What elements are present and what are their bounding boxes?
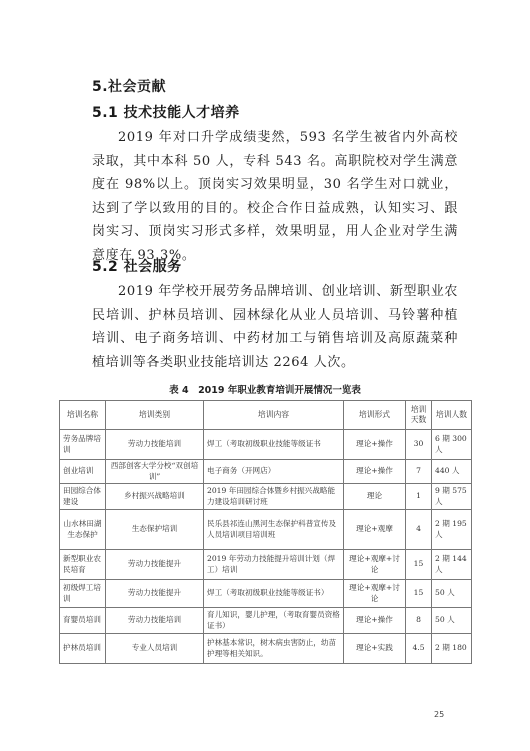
table-cell: 6 期 300 人 [432, 430, 472, 460]
table-cell: 2 期 144 人 [432, 550, 472, 580]
page-number: 25 [434, 710, 445, 719]
header-cell: 培训形式 [344, 401, 406, 430]
table-cell: 理论+观摩+讨论 [344, 550, 406, 580]
subsection-heading-2: 5.2 社会服务 [92, 259, 182, 275]
table-cell: 生态保护培训 [106, 510, 204, 550]
table-cell: 民乐县祁连山黑河生态保护科普宣传及人员培训项目培训班 [204, 510, 344, 550]
paragraph-1: 2019 年对口升学成绩斐然，593 名学生被省内外高校录取，其中本科 50 人，专科 543 名。高职院校对学生满意度在 98%以上。顶岗实习效果明显，30 名学生对口就业，达到了学以致用的目的。校企合作日益成熟，认知实习、跟岗实习、顶岗实习形式多样，效果明显，用人企业对学生满意度在 93.3%。 [92, 130, 458, 263]
subsection-heading-1: 5.1 技术技能人才培养 [92, 105, 240, 121]
table-cell: 劳动力技能提升 [106, 580, 204, 608]
table-cell: 乡村振兴战略培训 [106, 484, 204, 510]
table-cell: 理论+实践 [344, 634, 406, 664]
table-cell: 理论+操作 [344, 430, 406, 460]
table-cell: 焊工（考取初级职业技能等级证书） [204, 580, 344, 608]
table-cell: 专业人员培训 [106, 634, 204, 664]
table-cell: 焊工（考取初级职业技能等级证书 [204, 430, 344, 460]
table-cell: 9 期 575 人 [432, 484, 472, 510]
table-caption: 表 4 2019 年职业教育培训开展情况一览表 [169, 385, 361, 396]
table-cell: 护林基本常识，树木病虫害防止，幼苗护理等相关知识。 [204, 634, 344, 664]
table-header-row [60, 401, 472, 430]
table-cell: 50 人 [432, 608, 472, 634]
table-cell: 2019 年劳动力技能提升培训计划（焊工）培训 [204, 550, 344, 580]
table-cell: 7 [406, 460, 432, 484]
table-cell: 创业培训 [60, 460, 106, 484]
table-row [60, 580, 472, 608]
table-cell: 劳动力技能培训 [106, 608, 204, 634]
table-cell: 新型职业农民培育 [60, 550, 106, 580]
header-cell: 培训天数 [406, 401, 432, 430]
table-cell: 15 [406, 580, 432, 608]
table-cell: 4 [406, 510, 432, 550]
table-cell: 2 期 195 人 [432, 510, 472, 550]
table-cell: 8 [406, 608, 432, 634]
paragraph-2: 2019 年学校开展劳务品牌培训、创业培训、新型职业农民培训、护林员培训、园林绿化从业人员培训、马铃薯种植培训、电子商务培训、中药材加工与销售培训及高原蔬菜种植培训等各类职业技能培训达 2264 人次。 [92, 284, 458, 370]
table-cell: 护林员培训 [60, 634, 106, 664]
table-cell: 理论+观摩 [344, 510, 406, 550]
table-row [60, 460, 472, 484]
table-row [60, 430, 472, 460]
table-cell: 理论 [344, 484, 406, 510]
header-cell: 培训内容 [204, 401, 344, 430]
table-row [60, 510, 472, 550]
table-cell: 理论+观摩+讨论 [344, 580, 406, 608]
table-cell: 劳务品牌培训 [60, 430, 106, 460]
table-cell: 440 人 [432, 460, 472, 484]
table-cell: 15 [406, 550, 432, 580]
table-cell: 1 [406, 484, 432, 510]
table-cell: 理论+操作 [344, 460, 406, 484]
table-cell: 劳动力技能提升 [106, 550, 204, 580]
table-row [60, 608, 472, 634]
table-cell: 30 [406, 430, 432, 460]
table-row [60, 484, 472, 510]
table-cell: 50 人 [432, 580, 472, 608]
table-cell: 育儿知识，婴儿护理，（考取育婴员资格证书） [204, 608, 344, 634]
table-cell: 理论+操作 [344, 608, 406, 634]
header-cell: 培训类别 [106, 401, 204, 430]
table-cell: 劳动力技能培训 [106, 430, 204, 460]
table-cell: 初级焊工培训 [60, 580, 106, 608]
header-cell: 培训人数 [432, 401, 472, 430]
table-row [60, 550, 472, 580]
table-cell: 西部创客大学分校“双创培训” [106, 460, 204, 484]
table-cell: 电子商务（开网店） [204, 460, 344, 484]
section-heading: 5.社会贡献 [92, 79, 167, 95]
table-cell: 4.5 [406, 634, 432, 664]
table-cell: 2019 年田园综合体暨乡村振兴战略能力建设培训研讨班 [204, 484, 344, 510]
table-cell: 2 期 180 [432, 634, 472, 664]
table-row [60, 634, 472, 664]
table-cell: 山水林田湖生态保护 [60, 510, 106, 550]
training-table [59, 400, 472, 664]
table-cell: 育婴员培训 [60, 608, 106, 634]
table-cell: 田园综合体建设 [60, 484, 106, 510]
header-cell: 培训名称 [60, 401, 106, 430]
